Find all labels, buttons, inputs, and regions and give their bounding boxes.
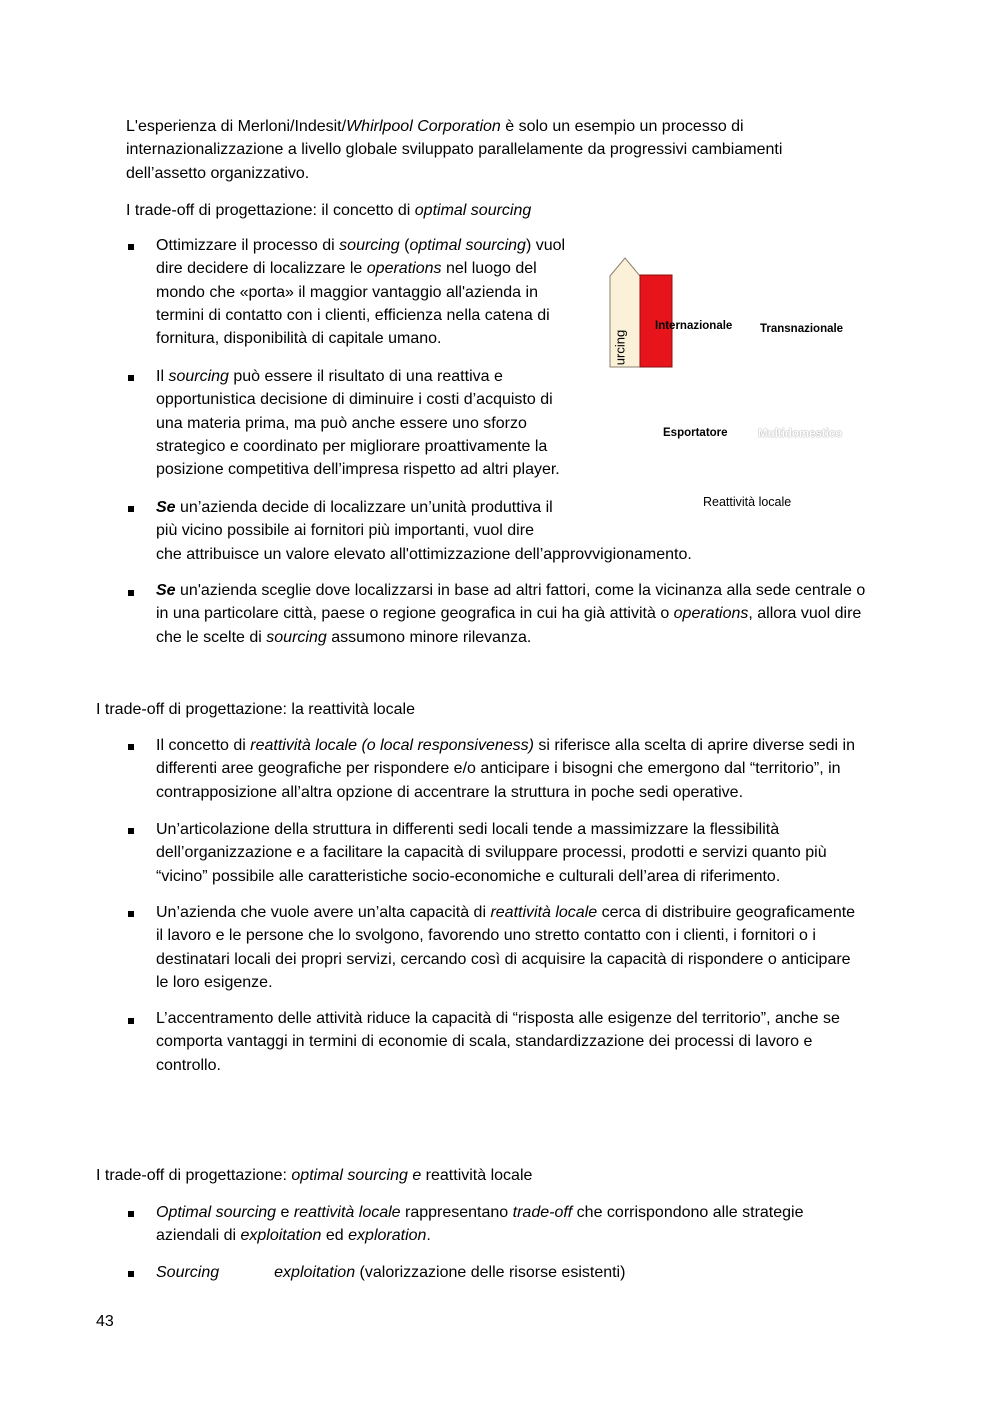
text: Ottimizzare il processo di bbox=[156, 237, 340, 254]
intro-text: internazionalizzazione a livello globale sviluppato parallelamente da progressivi cambiamenti bbox=[126, 141, 783, 159]
text: contrapposizione all’altra opzione di accentrare la struttura in poche sedi operative. bbox=[156, 783, 744, 801]
text: operations bbox=[366, 260, 442, 278]
quadrant-internazionale: Internazionale bbox=[655, 320, 733, 332]
bullet-marker bbox=[128, 375, 134, 381]
text: posizione competitiva dell’impresa rispetto ad altri player. bbox=[156, 461, 560, 479]
text: exploitation bbox=[274, 1264, 356, 1281]
list-item bbox=[156, 496, 692, 566]
text: un’azienda decide di localizzare un’unità produttiva il bbox=[175, 499, 553, 516]
text: sourcing bbox=[266, 628, 327, 646]
bullet-marker bbox=[128, 506, 134, 512]
text: che corrispondono alle strategie bbox=[572, 1204, 804, 1221]
list-item bbox=[156, 818, 827, 888]
text: , allora vuol dire bbox=[748, 605, 862, 623]
text: una materia prima, ma può anche essere uno sforzo bbox=[156, 414, 527, 432]
text: Il concetto di bbox=[156, 737, 251, 754]
text: L’accentramento delle attività riduce la capacità di “risposta alle esigenze del territorio”, anche se bbox=[156, 1010, 840, 1027]
text: reattività locale bbox=[421, 1167, 533, 1184]
text: opportunistica decisione di diminuire i costi d’acquisto di bbox=[156, 391, 553, 409]
text: exploration bbox=[348, 1227, 427, 1245]
text: dell’organizzazione e a facilitare la capacità di sviluppare processi, prodotti e servizi quanto più bbox=[156, 844, 827, 862]
text: in una particolare città, paese o regione geografica in cui ha già attività o bbox=[156, 605, 674, 623]
heading-italic: optimal sourcing bbox=[414, 202, 532, 219]
text: sourcing bbox=[168, 368, 229, 385]
text: si riferisce alla scelta di aprire diverse sedi in bbox=[533, 737, 855, 754]
text: . bbox=[426, 1227, 431, 1245]
bullet-marker bbox=[128, 244, 134, 250]
list-item bbox=[156, 901, 855, 994]
bullet-marker bbox=[128, 1271, 134, 1277]
text: differenti aree geografiche per rispondere e/o anticipare i bisogni che emergono dal “territorio”, in bbox=[156, 760, 841, 778]
list-item bbox=[156, 234, 565, 350]
quadrant-transnazionale: Transnazionale bbox=[760, 323, 844, 335]
text: Un’azienda che vuole avere un’alta capacità di bbox=[156, 904, 491, 921]
text: nel luogo del bbox=[441, 260, 537, 278]
x-axis-label: Reattività locale bbox=[703, 495, 792, 509]
text: reattività locale bbox=[293, 1204, 401, 1221]
intro-text: L'esperienza di Merloni/Indesit/ bbox=[126, 118, 347, 135]
text: ) vuol bbox=[525, 237, 566, 254]
text: Sourcing bbox=[156, 1264, 220, 1281]
text: controllo. bbox=[156, 1056, 221, 1074]
text: reattività locale (o local responsiveness) bbox=[250, 737, 534, 754]
text: il lavoro e le persone che lo svolgono, favorendo uno stretto contatto con i clienti, i fornitori o i bbox=[156, 927, 816, 945]
text: rappresentano bbox=[400, 1204, 513, 1221]
bullet-marker bbox=[128, 911, 134, 917]
text: che attribuisce un valore elevato all'ottimizzazione dell’approvvigionamento. bbox=[156, 545, 692, 563]
section-heading-reattivita-locale: I trade-off di progettazione: la reattività locale bbox=[96, 701, 415, 718]
text: cerca di distribuire geograficamente bbox=[597, 904, 856, 921]
text: dire decidere di localizzare le bbox=[156, 260, 367, 278]
text: aziendali di bbox=[156, 1227, 241, 1245]
list-item bbox=[156, 365, 560, 481]
text: reattività locale bbox=[490, 904, 598, 921]
text: assumono minore rilevanza. bbox=[326, 628, 532, 646]
text: sourcing bbox=[339, 237, 400, 254]
text: Il bbox=[156, 368, 169, 385]
text: fornitura, disponibilità di capitale umano. bbox=[156, 330, 442, 348]
text: Optimal sourcing bbox=[156, 1204, 277, 1221]
text: I trade-off di progettazione: bbox=[96, 1167, 292, 1184]
list-item bbox=[156, 734, 855, 804]
text: termini di contatto con i clienti, efficienza nella catena di bbox=[156, 306, 550, 324]
text: mondo che «porta» il maggior vantaggio all'azienda in bbox=[156, 283, 538, 301]
text: strategico e coordinato per migliorare proattivamente la bbox=[156, 437, 548, 455]
bullet-marker bbox=[128, 1211, 134, 1217]
text: Se bbox=[156, 582, 176, 599]
intro-paragraph bbox=[126, 115, 782, 185]
text: operations bbox=[673, 605, 749, 623]
bullet-marker bbox=[128, 828, 134, 834]
text: Se bbox=[156, 499, 176, 516]
text: exploitation bbox=[240, 1227, 322, 1245]
heading-text: I trade-off di progettazione: il concetto di bbox=[126, 202, 415, 219]
list-item bbox=[156, 1007, 840, 1077]
bullet-marker bbox=[128, 744, 134, 750]
text: destinatari locali dei propri servizi, cercando così di acquisire la capacità di rispondere o anticipare bbox=[156, 950, 851, 968]
section-heading-optimal-sourcing bbox=[126, 199, 531, 222]
list-item bbox=[156, 1201, 803, 1248]
text: “vicino” possibile alle caratteristiche socio-economiche e culturali dell’area di riferimento. bbox=[156, 867, 781, 885]
bullet-marker bbox=[128, 1018, 134, 1024]
text: le loro esigenze. bbox=[156, 973, 273, 991]
text: optimal sourcing e bbox=[291, 1167, 422, 1184]
list-item bbox=[156, 579, 865, 649]
text: comporta vantaggi in termini di economie di scala, standardizzazione dei processi di lavoro e bbox=[156, 1033, 813, 1051]
text: un'azienda sceglie dove localizzarsi in base ad altri fattori, come la vicinanza alla sede centrale o bbox=[175, 582, 866, 599]
section-heading-trade-off bbox=[96, 1164, 532, 1187]
quadrant-multidomestico: Multidomestico bbox=[758, 428, 843, 440]
text: può essere il risultato di una reattiva e bbox=[228, 368, 503, 385]
text: che le scelte di bbox=[156, 628, 267, 646]
text: trade-off bbox=[512, 1204, 573, 1221]
text: (valorizzazione delle risorse esistenti) bbox=[355, 1264, 626, 1281]
intro-text: dell’assetto organizzativo. bbox=[126, 164, 310, 182]
text: e bbox=[276, 1204, 294, 1221]
text: optimal sourcing bbox=[409, 237, 526, 254]
text: più vicino possibile ai fornitori più importanti, vuol dire bbox=[156, 522, 534, 540]
intro-italic: Whirlpool Corporation bbox=[346, 118, 501, 135]
quadrant-esportatore: Esportatore bbox=[663, 427, 728, 439]
text: ed bbox=[321, 1227, 349, 1245]
sourcing-arrow-label-box bbox=[609, 330, 639, 366]
text: ( bbox=[399, 237, 410, 254]
page-number: 43 bbox=[96, 1313, 114, 1330]
bullet-marker bbox=[128, 590, 134, 596]
list-item bbox=[156, 1261, 625, 1284]
text: Un’articolazione della struttura in differenti sedi locali tende a massimizzare la flessibilità bbox=[156, 821, 780, 838]
sourcing-arrow-label: urcing bbox=[612, 330, 628, 366]
intro-text: è solo un esempio un processo di bbox=[500, 118, 744, 135]
